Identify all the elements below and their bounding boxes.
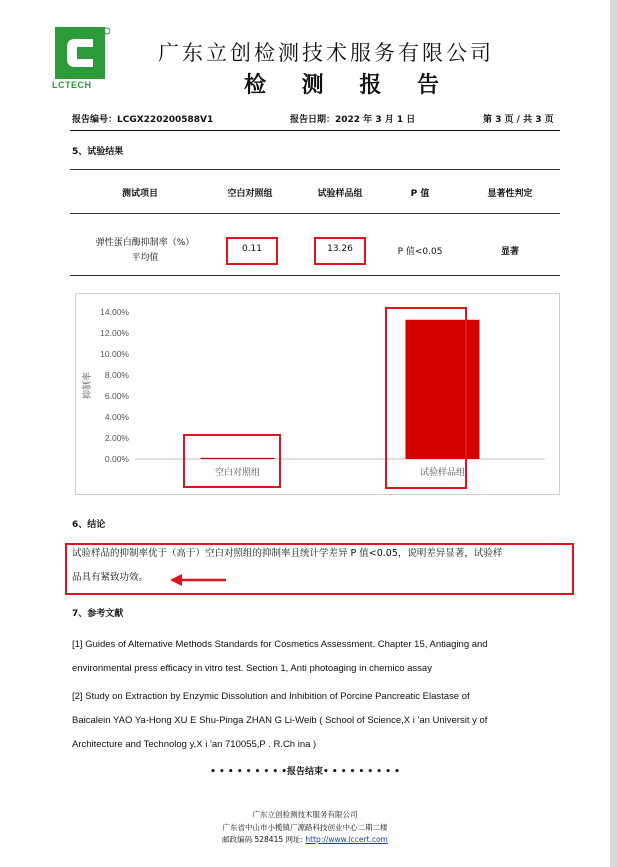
conclusion-line-2: 品具有紧致功效。 [72,572,149,583]
report-title: 检 测 报 告 [244,73,453,98]
table-cell-judge: 显著 [500,247,519,257]
page-edge [610,0,617,867]
reference-2 [72,685,562,757]
table-cell-sample: 13.26 [327,244,353,254]
y-tick-label: 8.00% [104,370,129,380]
footer-contact [0,834,610,845]
footer-website-link[interactable]: http://www.lccert.com [305,835,388,844]
table-cell-blank: 0.11 [241,244,263,254]
highlight-blank-bar [183,434,281,488]
table-header-sample: 试验样品组 [317,189,363,199]
report-end-marker: • • • • • • • • •报告结束• • • • • • • • • [210,767,400,777]
highlight-sample-value [314,237,366,265]
logo-text: LCTECH [52,80,92,90]
y-tick-label: 0.00% [104,454,129,464]
reference-2-line-2: Baicalein YAO Ya-Hong XU E Shu-Pinga ZHAN G Li-Weib ( School of Science,X i 'an Universit y of [72,715,488,726]
report-number: 报告编号：LCGX220200588V1 [72,115,214,125]
page-number: 第 3 页 / 共 3 页 [483,115,554,125]
conclusion-line-1: 试验样品的抑制率优于（高于）空白对照组的抑制率且统计学差异 P 值<0.05，说明差异显著，试验样 [72,548,503,559]
reference-1 [72,633,562,681]
company-name: 广东立创检测技术服务有限公司 [158,41,494,65]
reference-2-line-1: [2] Study on Extraction by Enzymic Dissolution and Inhibition of Porcine Pancreatic Elastase of [72,691,470,702]
header-rule [70,130,560,131]
table-header-p: P 值 [410,189,430,199]
y-tick-label: 2.00% [104,433,129,443]
table-top-rule [70,169,560,170]
table-mid-rule [70,213,560,214]
section-5-title: 5、试验结果 [72,147,124,157]
y-tick-label: 14.00% [100,307,129,317]
arrow-left-icon [168,572,228,588]
y-axis-label: 抑制率 [83,371,93,400]
reference-1-line-1: [1] Guides of Alternative Methods Standards for Cosmetics Assessment. Chapter 15, Antiaging and [72,639,488,650]
highlight-blank-value [226,237,278,265]
footer-company: 广东立创检测技术服务有限公司 [252,810,358,819]
reference-2-line-3: Architecture and Technolog y,X i 'an 710055,P . R.Ch ina ) [72,739,317,750]
table-cell-p: P 值<0.05 [397,247,443,257]
item-line-2: 平均值 [131,253,159,263]
y-tick-label: 10.00% [100,349,129,359]
table-bottom-rule [70,275,560,276]
footer-postcode: 邮政编码 528415 网址: [222,835,306,844]
table-header-blank: 空白对照组 [227,189,273,199]
report-date: 报告日期：2022 年 3 月 1 日 [290,115,416,125]
section-6-title: 6、结论 [72,520,106,530]
table-header-item: 测试项目 [121,189,158,199]
x-tick-label: 空白对照组 [214,468,261,478]
highlight-conclusion [65,543,574,595]
reference-1-line-2: environmental press efficacy in vitro test. Section 1, Anti photoaging in chemico assay [72,663,432,674]
section-7-title: 7、参考文献 [72,609,124,619]
footer-address: 广东省中山市小榄镇广源路科技创业中心二期二楼 [222,823,388,832]
y-tick-label: 4.00% [104,412,129,422]
highlight-sample-bar [385,307,467,489]
y-tick-label: 12.00% [100,328,129,338]
table-row-item [70,236,220,266]
y-tick-label: 6.00% [104,391,129,401]
item-line-1: 弹性蛋白酶抑制率（%） [95,238,195,248]
x-tick-label: 试验样品组 [419,468,466,478]
inhibition-chart [75,293,560,495]
table-header-judge: 显著性判定 [487,189,533,199]
